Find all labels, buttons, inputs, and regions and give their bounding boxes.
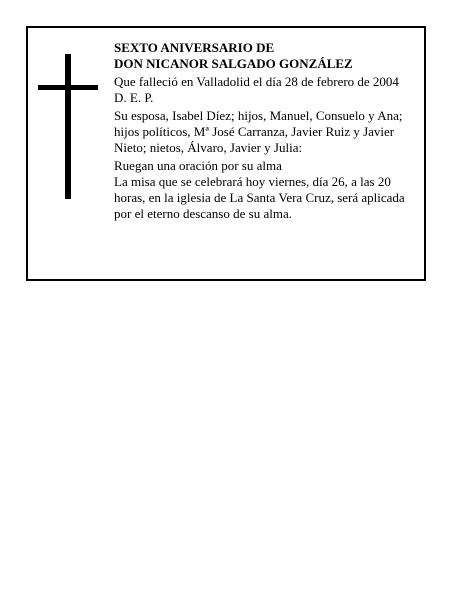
family-line: Su esposa, Isabel Díez; hijos, Manuel, Consuelo y Ana; hijos políticos, Mª José Carranza, Javier Ruiz y Javier Nieto; nietos, Álvaro, Javier y Julia:: [114, 108, 403, 155]
mass-line: La misa que se celebrará hoy viernes, día 26, a las 20 horas, en la iglesia de La Santa Vera Cruz, será aplicada por el eterno descanso de su alma.: [114, 174, 405, 221]
cross-horizontal-bar: [38, 85, 98, 90]
rip-line: D. E. P.: [114, 90, 154, 105]
notice-text-block: [114, 40, 424, 222]
prayer-line: Ruegan una oración por su alma: [114, 158, 282, 173]
cross-icon: [38, 54, 98, 199]
notice-title-line-2: DON NICANOR SALGADO GONZÁLEZ: [114, 56, 353, 71]
death-date-line: Que falleció en Valladolid el día 28 de febrero de 2004: [114, 74, 399, 89]
obituary-notice: [26, 26, 426, 281]
cross-vertical-bar: [65, 54, 71, 199]
notice-title-line-1: SEXTO ANIVERSARIO DE: [114, 40, 275, 55]
